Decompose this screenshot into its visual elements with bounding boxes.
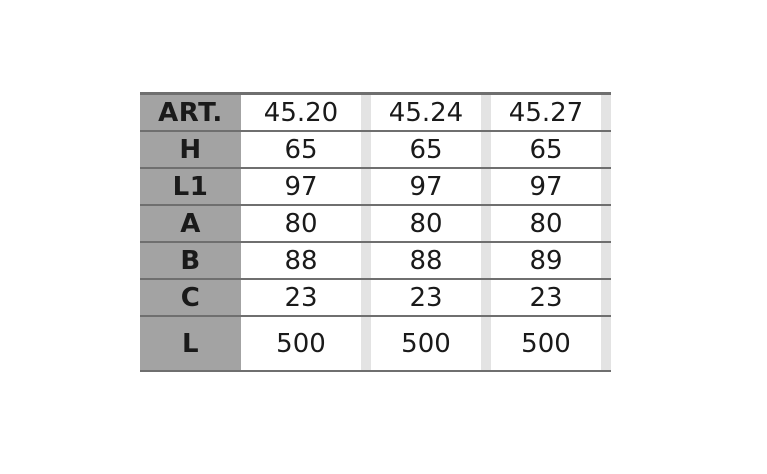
column-separator [601,317,611,370]
column-separator [481,169,491,204]
cell-art-3: 45.27 [491,95,601,130]
column-separator [601,280,611,315]
column-separator [361,317,371,370]
cell-l-2: 500 [371,317,481,370]
spec-table [140,92,611,372]
cell-a-2: 80 [371,206,481,241]
table-row-l1 [140,169,611,206]
table-row-b [140,243,611,280]
column-separator [361,243,371,278]
row-header-l: L [140,317,241,370]
cell-art-2: 45.24 [371,95,481,130]
column-separator [481,243,491,278]
cell-c-2: 23 [371,280,481,315]
row-header-b: B [140,243,241,278]
cell-art-1: 45.20 [241,95,361,130]
column-separator [361,95,371,130]
table-row-c [140,280,611,317]
column-separator [481,132,491,167]
column-separator [361,206,371,241]
cell-b-2: 88 [371,243,481,278]
column-separator [601,206,611,241]
cell-l-1: 500 [241,317,361,370]
cell-l1-1: 97 [241,169,361,204]
cell-h-3: 65 [491,132,601,167]
table-row-l [140,317,611,372]
row-header-art: ART. [140,95,241,130]
cell-l-3: 500 [491,317,601,370]
column-separator [481,317,491,370]
row-header-c: C [140,280,241,315]
column-separator [481,206,491,241]
column-separator [361,132,371,167]
column-separator [601,169,611,204]
column-separator [361,169,371,204]
cell-a-1: 80 [241,206,361,241]
cell-b-1: 88 [241,243,361,278]
table-row-h [140,132,611,169]
table-row-art [140,92,611,132]
table-row-a [140,206,611,243]
cell-a-3: 80 [491,206,601,241]
cell-b-3: 89 [491,243,601,278]
column-separator [601,95,611,130]
cell-h-1: 65 [241,132,361,167]
column-separator [601,243,611,278]
column-separator [481,95,491,130]
cell-c-3: 23 [491,280,601,315]
column-separator [481,280,491,315]
cell-h-2: 65 [371,132,481,167]
column-separator [361,280,371,315]
cell-c-1: 23 [241,280,361,315]
row-header-a: A [140,206,241,241]
row-header-l1: L1 [140,169,241,204]
column-separator [601,132,611,167]
cell-l1-3: 97 [491,169,601,204]
row-header-h: H [140,132,241,167]
cell-l1-2: 97 [371,169,481,204]
